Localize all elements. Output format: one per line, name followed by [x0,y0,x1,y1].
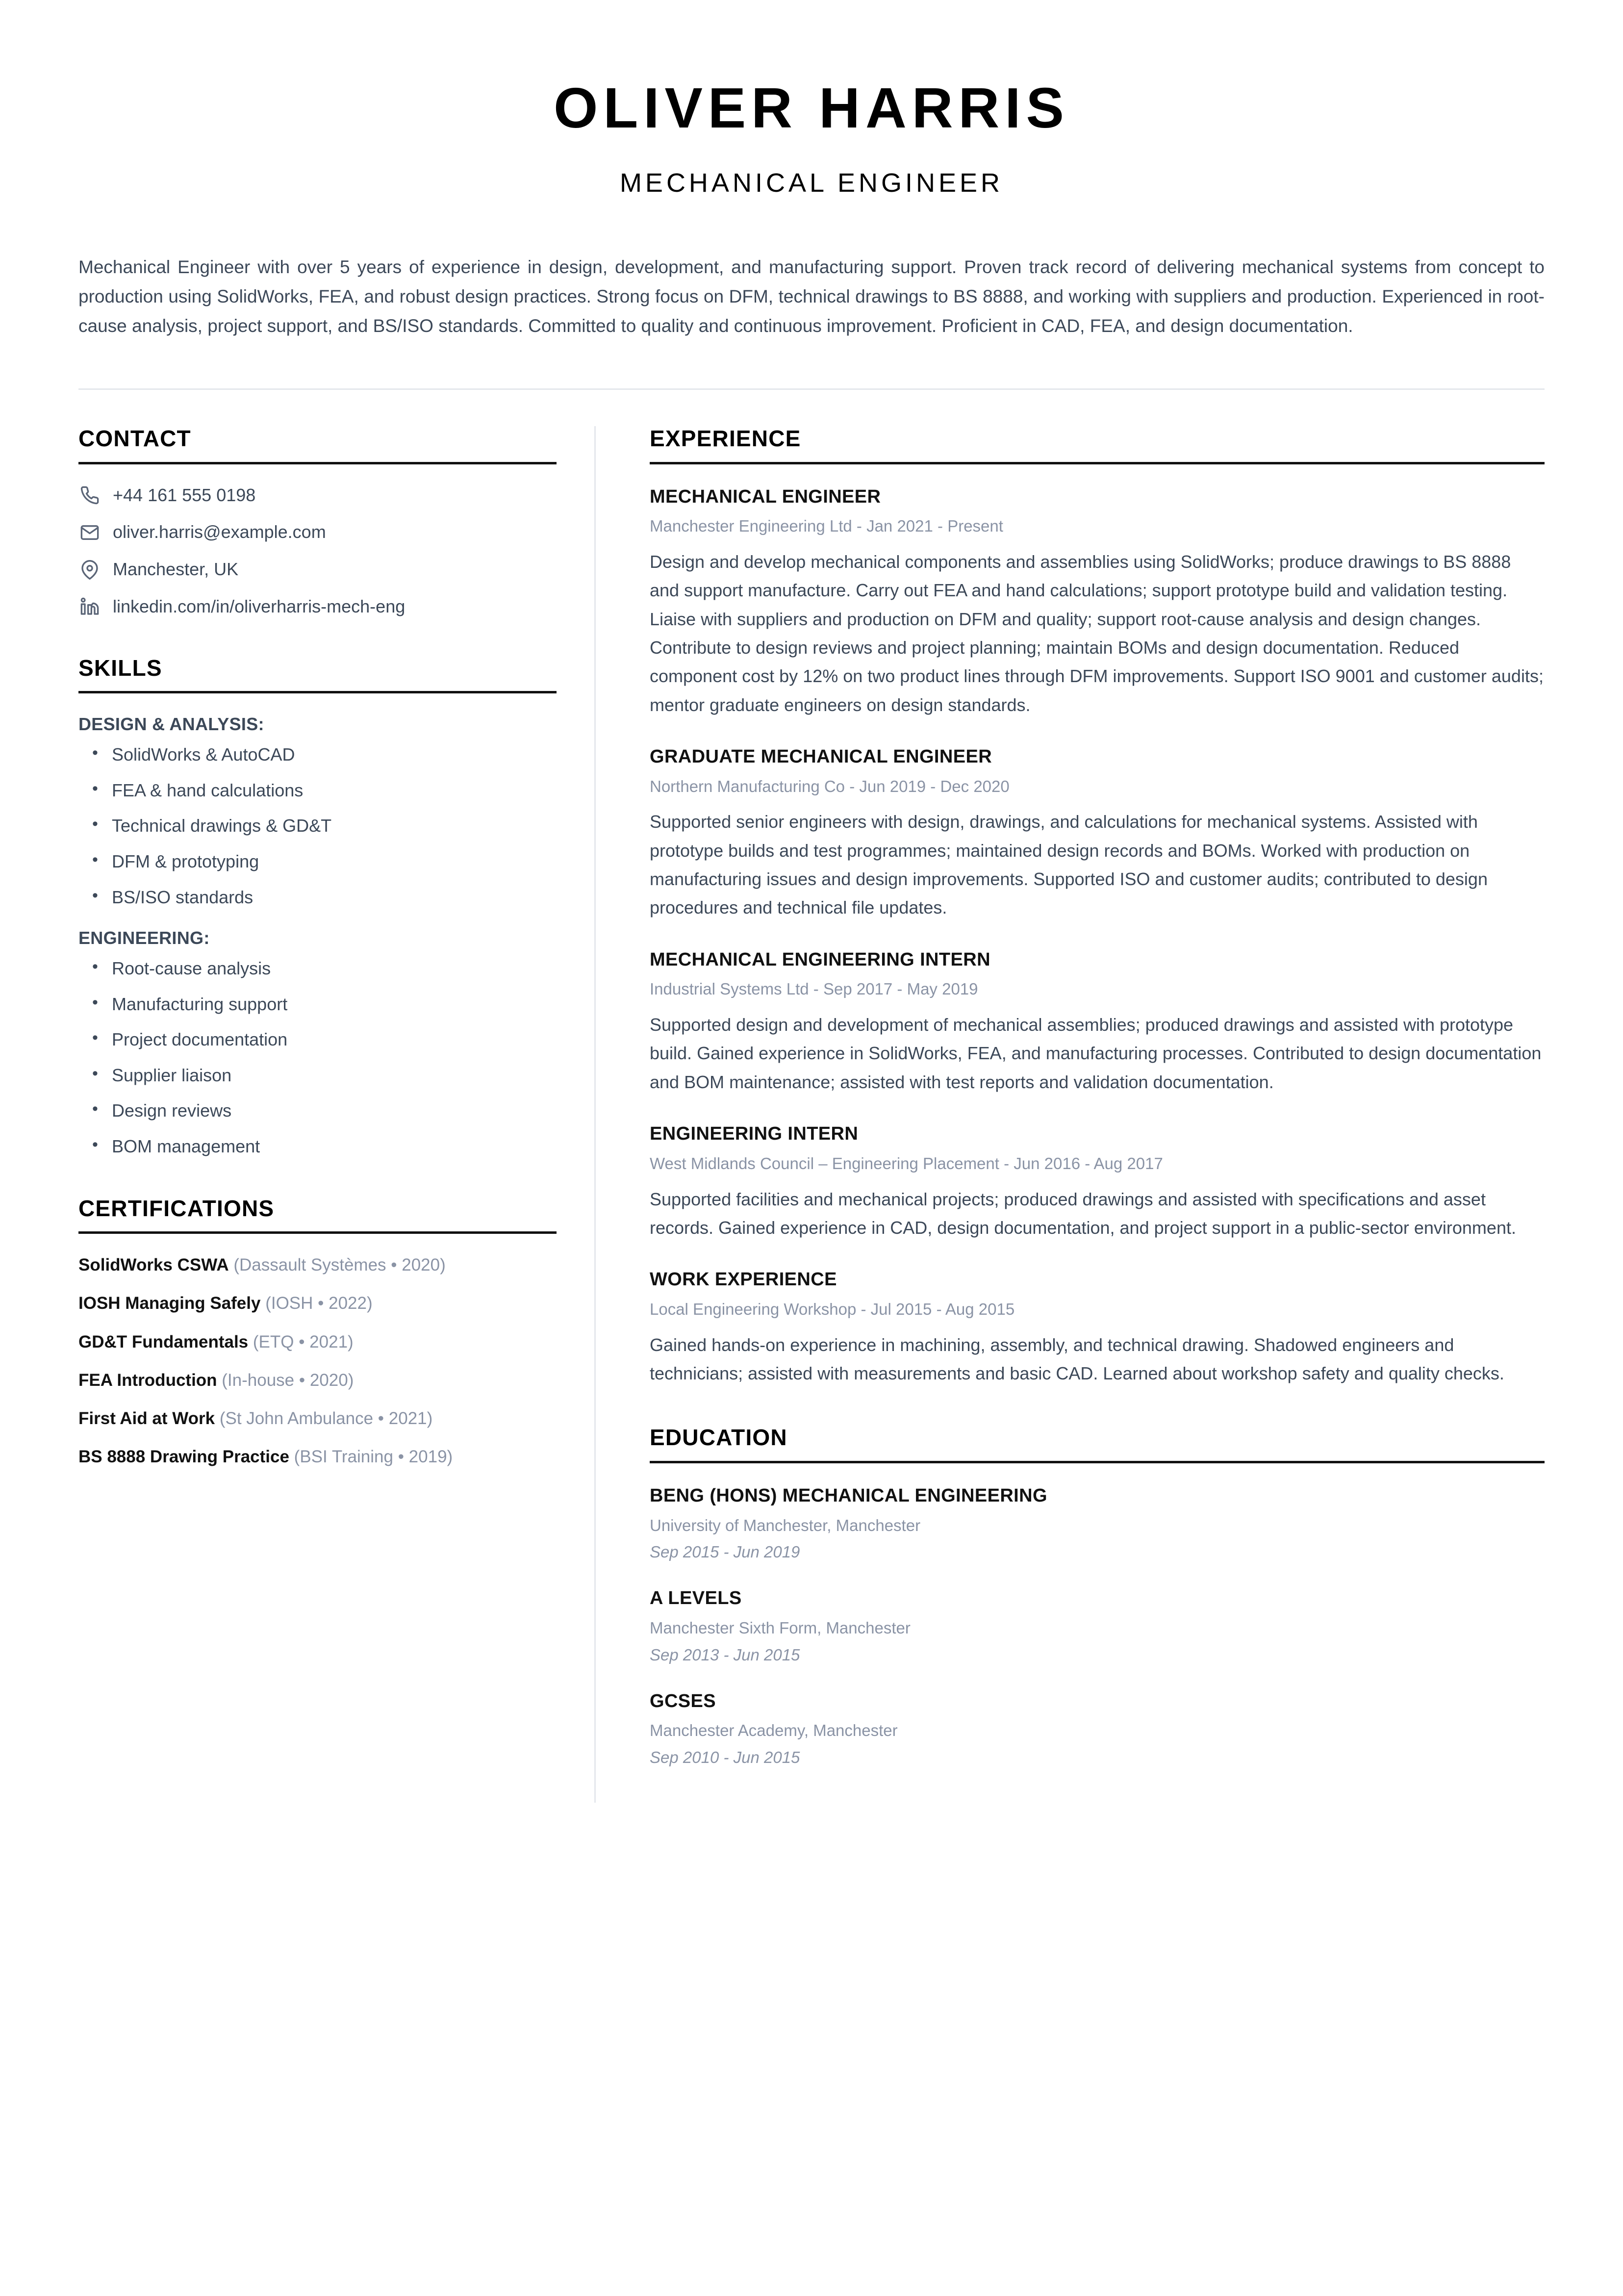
education-list [650,1485,1545,1768]
contact-value-location: Manchester, UK [113,559,239,580]
list-item [78,1369,566,1392]
certification-name: First Aid at Work [78,1409,215,1429]
experience-meta: Industrial Systems Ltd - Sep 2017 - May 2019 [650,980,978,998]
certification-meta: (ETQ • 2021) [253,1332,354,1352]
list-item: • Project documentation [112,1028,566,1052]
contact-item-phone[interactable] [78,484,566,507]
education-dates: Sep 2010 - Jun 2015 [650,1748,800,1767]
sidebar-column [78,390,594,1832]
certification-meta: (Dassault Systèmes • 2020) [233,1255,446,1275]
skill-list [78,743,566,909]
list-item: • SolidWorks & AutoCAD [112,743,566,767]
skill-group-label: ENGINEERING: [78,928,210,948]
certification-name: IOSH Managing Safely [78,1294,261,1313]
skill-group-engineering [78,927,566,1158]
experience-role: GRADUATE MECHANICAL ENGINEER [650,746,992,767]
location-pin-icon [78,559,101,581]
contact-value-email: oliver.harris@example.com [113,522,326,542]
experience-entry [650,949,1545,1097]
list-item [78,1253,566,1276]
education-dates: Sep 2015 - Jun 2019 [650,1543,800,1561]
skill-group-label: DESIGN & ANALYSIS: [78,714,264,735]
education-school: Manchester Sixth Form, Manchester [650,1618,911,1637]
list-item: • Technical drawings & GD&T [112,814,566,838]
experience-description: Supported design and development of mechanical assemblies; produced drawings and assisted with prototype build. Gained experience in SolidWorks, FEA, and manufacturing processes. Contributed to design documentation and BOM maintenance; assisted with test reports and validation documentation. [650,1015,1542,1092]
experience-meta: West Midlands Council – Engineering Placement - Jun 2016 - Aug 2017 [650,1154,1163,1173]
list-item [78,1330,566,1353]
resume-body [78,390,1545,1832]
contact-value-phone: +44 161 555 0198 [113,485,256,505]
certifications-section-underline [78,1231,557,1234]
education-entry [650,1485,1545,1563]
contact-section-title: CONTACT [78,426,191,451]
experience-entry [650,746,1545,922]
education-entry [650,1587,1545,1665]
experience-section-title: EXPERIENCE [650,426,801,451]
experience-description: Gained hands-on experience in machining, assembly, and technical drawing. Shadowed engineers and technicians; assisted with measurements and basic CAD. Learned about workshop safety and quality checks. [650,1334,1504,1384]
list-item: • Manufacturing support [112,993,566,1017]
linkedin-icon [78,595,101,618]
job-title: MECHANICAL ENGINEER [619,168,1004,198]
education-degree: BENG (HONS) MECHANICAL ENGINEERING [650,1485,1047,1506]
experience-description: Design and develop mechanical components and assemblies using SolidWorks; produce drawings to BS 8888 and support manufacture. Carry out FEA and hand calculations; support prototype build and validation testing. Liaise with suppliers and production on DFM and quality; support root-cause analysis and design changes. Contribute to design reviews and project planning; maintain BOMs and design documentation. Reduced component cost by 12% on two product lines through DFM improvements. Support ISO 9001 and customer audits; mentor graduate engineers on design standards. [650,552,1544,715]
certification-meta: (IOSH • 2022) [265,1294,373,1313]
certification-meta: (BSI Training • 2019) [294,1447,453,1467]
certifications-list [78,1253,566,1469]
education-section-title: EDUCATION [650,1425,787,1451]
professional-summary: Mechanical Engineer with over 5 years of experience in design, development, and manufacturing support. Proven track record of delivering mechanical systems from concept to production using SolidWorks, FEA, and robust design practices. Strong focus on DFM, technical drawings to BS 8888, and working with suppliers and production. Experienced in root-cause analysis, project support, and BS/ISO standards. Committed to quality and continuous improvement. Proficient in CAD, FEA, and design documentation. [78,257,1545,336]
list-item: • Supplier liaison [112,1064,566,1088]
experience-role: ENGINEERING INTERN [650,1123,859,1145]
contact-section-underline [78,462,557,464]
certification-name: BS 8888 Drawing Practice [78,1447,289,1467]
email-icon [78,521,101,544]
list-item [78,1445,566,1468]
education-school: University of Manchester, Manchester [650,1516,921,1534]
list-item: • Root-cause analysis [112,957,566,981]
contact-item-email[interactable] [78,521,566,544]
list-item [78,1407,566,1430]
experience-meta: Local Engineering Workshop - Jul 2015 - Aug 2015 [650,1300,1015,1318]
education-entry [650,1690,1545,1768]
experience-entry [650,1269,1545,1388]
certification-name: GD&T Fundamentals [78,1332,249,1352]
certification-name: FEA Introduction [78,1370,217,1390]
experience-meta: Northern Manufacturing Co - Jun 2019 - Dec 2020 [650,777,1010,795]
experience-description: Supported facilities and mechanical projects; produced drawings and assisted with specifications and asset records. Gained experience in CAD, design documentation, and project support in a public-sector environment. [650,1189,1516,1238]
resume-header [78,0,1545,198]
experience-role: MECHANICAL ENGINEERING INTERN [650,949,990,970]
experience-description: Supported senior engineers with design, drawings, and calculations for mechanical systems. Assisted with prototype builds and test programmes; maintained design records and BOMs. Worked with production on manufacturing issues and design improvements. Supported ISO and customer audits; contributed to design procedures and technical file updates. [650,812,1488,918]
bottom-spacer [650,1768,1545,1832]
certification-meta: (St John Ambulance • 2021) [219,1409,433,1429]
certification-name: SolidWorks CSWA [78,1255,229,1275]
experience-role: MECHANICAL ENGINEER [650,486,881,507]
education-degree: A LEVELS [650,1588,742,1609]
list-item: • BS/ISO standards [112,886,566,910]
contact-item-linkedin[interactable] [78,595,566,618]
experience-entry [650,486,1545,719]
education-dates: Sep 2013 - Jun 2015 [650,1645,800,1664]
list-item: • FEA & hand calculations [112,779,566,803]
experience-section [650,426,1545,1388]
experience-section-underline [650,462,1545,464]
main-column [596,390,1545,1832]
contact-value-linkedin: linkedin.com/in/oliverharris-mech-eng [113,596,406,616]
experience-entry [650,1123,1545,1242]
skill-group-design-analysis [78,713,566,909]
certifications-section-title: CERTIFICATIONS [78,1195,275,1221]
education-school: Manchester Academy, Manchester [650,1721,898,1740]
experience-role: WORK EXPERIENCE [650,1269,837,1290]
skills-section [78,656,566,1159]
list-item [78,1292,566,1315]
contact-item-location[interactable] [78,558,566,581]
certification-meta: (In-house • 2020) [222,1370,354,1390]
skills-section-title: SKILLS [78,655,162,681]
experience-meta: Manchester Engineering Ltd - Jan 2021 - Present [650,517,1003,536]
contact-list [78,484,566,618]
page-title: OLIVER HARRIS [554,76,1069,140]
experience-list [650,486,1545,1388]
certifications-section [78,1196,566,1469]
education-section-underline [650,1461,1545,1463]
list-item: • Design reviews [112,1099,566,1123]
education-section [650,1425,1545,1768]
list-item: • BOM management [112,1135,566,1159]
skills-section-underline [78,691,557,693]
education-degree: GCSES [650,1690,716,1711]
phone-icon [78,484,101,507]
list-item: • DFM & prototyping [112,850,566,874]
contact-section [78,426,566,618]
skill-list [78,957,566,1159]
